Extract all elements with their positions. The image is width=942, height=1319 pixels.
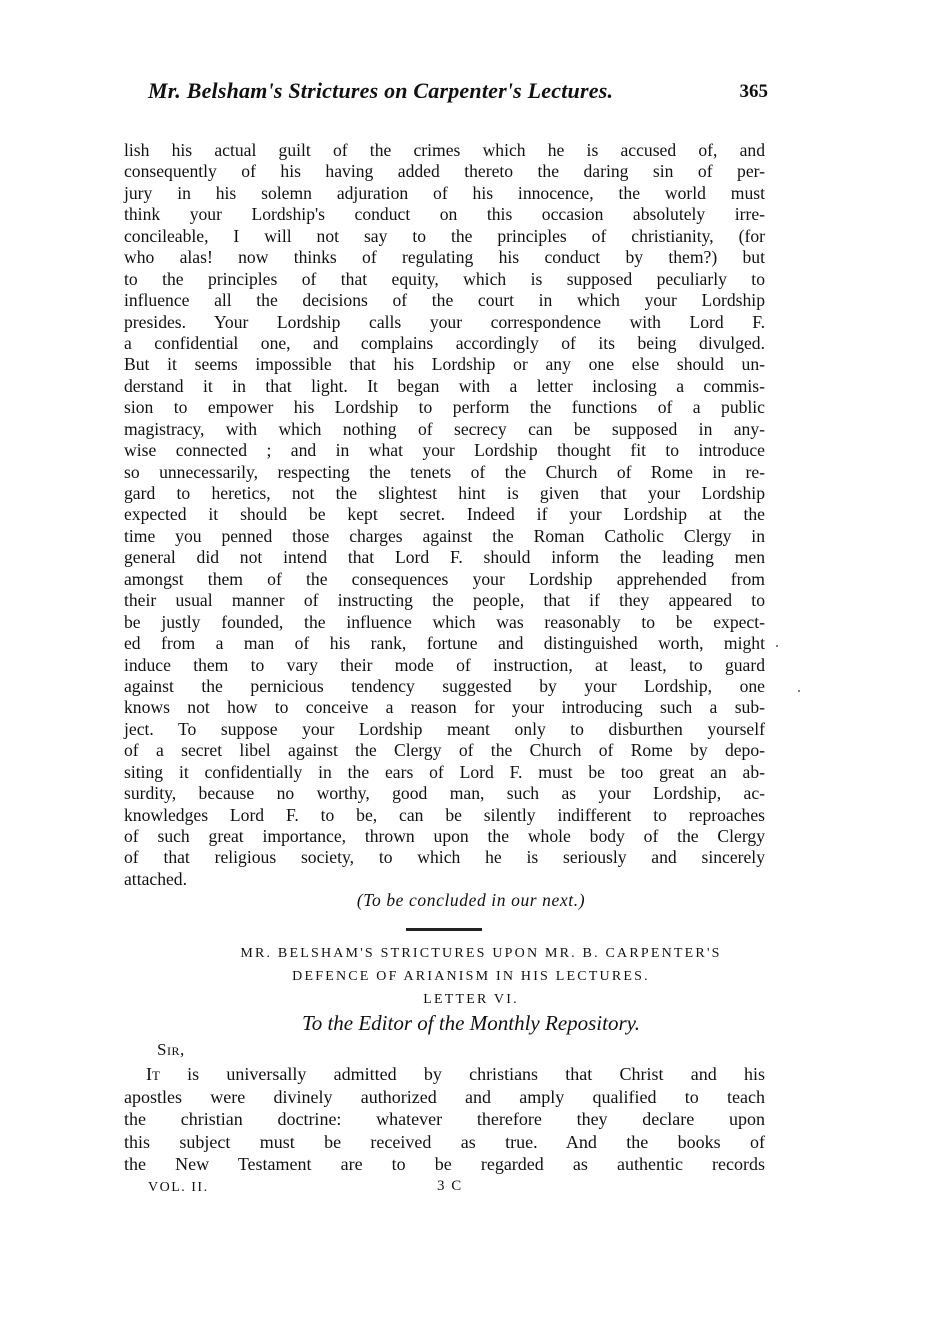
body-line: ject. To suppose your Lordship meant only to disburthen yourself xyxy=(124,718,765,739)
body-line: expected it should be kept secret. Indeed if your Lordship at the xyxy=(124,504,765,525)
letter-line: the New Testament are to be regarded as authentic records xyxy=(124,1154,765,1175)
signature-mark: 3 C xyxy=(437,1178,463,1194)
body-line: of a secret libel against the Clergy of the Church of Rome by depo- xyxy=(124,740,765,761)
body-line: attached. xyxy=(124,868,188,889)
body-line: magistracy, with which nothing of secrecy can be supposed in any- xyxy=(124,418,765,439)
letter-number: LETTER VI. xyxy=(423,992,519,1007)
body-line: so unnecessarily, respecting the tenets of the Church of Rome in re- xyxy=(124,461,765,482)
body-line: think your Lordship's conduct on this occasion absolutely irre- xyxy=(124,204,765,225)
body-line: a confidential one, and complains accordingly of its being divulged. xyxy=(124,332,765,353)
body-line: of that religious society, to which he is seriously and sincerely xyxy=(124,847,765,868)
body-line: knows not how to conceive a reason for your introducing such a sub- xyxy=(124,697,765,718)
body-line: lish his actual guilt of the crimes which he is accused of, and xyxy=(124,140,765,160)
body-line: induce them to vary their mode of instruction, at least, to guard xyxy=(124,654,765,675)
body-line: gard to heretics, not the slightest hint is given that your Lordship xyxy=(124,483,765,503)
page-footer xyxy=(0,1180,942,1204)
body-line: time you penned those charges against the Roman Catholic Clergy in xyxy=(124,525,765,546)
body-line: presides. Your Lordship calls your correspondence with Lord F. xyxy=(124,311,765,332)
dropcap: It xyxy=(146,1064,160,1084)
article-heading-line-1: MR. BELSHAM'S STRICTURES UPON MR. B. CARPENTER'S xyxy=(240,946,722,961)
body-line: jury in his solemn adjuration of his innocence, the world must xyxy=(124,182,765,203)
body-line: be justly founded, the influence which was reasonably to be expect- xyxy=(124,611,765,632)
body-line: amongst them of the consequences your Lordship apprehended from xyxy=(124,568,765,589)
body-line: knowledges Lord F. to be, can be silently indifferent to reproaches xyxy=(124,804,765,825)
body-line: influence all the decisions of the court in which your Lordship xyxy=(124,290,765,311)
body-line: wise connected ; and in what your Lordship thought fit to introduce xyxy=(124,440,765,461)
body-line: surdity, because no worthy, good man, such as your Lordship, ac- xyxy=(124,783,765,804)
body-line: their usual manner of instructing the people, that if they appeared to xyxy=(124,590,765,611)
body-line: siting it confidentially in the ears of Lord F. must be too great an ab- xyxy=(124,761,765,782)
body-line: general did not intend that Lord F. should inform the leading men xyxy=(124,547,765,568)
body-line: But it seems impossible that his Lordship or any one else should un- xyxy=(124,354,765,375)
body-line: to the principles of that equity, which is supposed peculiarly to xyxy=(124,268,765,289)
scan-speck xyxy=(776,645,778,647)
letter-line: this subject must be received as true. And the books of xyxy=(124,1131,765,1152)
body-line: sion to empower his Lordship to perform the functions of a public xyxy=(124,397,765,418)
running-head xyxy=(140,78,768,108)
letter-first-line xyxy=(124,1063,765,1086)
body-line: concileable, I will not say to the principles of christianity, (for xyxy=(124,225,765,246)
body-line: consequently of his having added thereto the daring sin of per- xyxy=(124,161,765,182)
body-line: against the pernicious tendency suggested by your Lordship, one xyxy=(124,675,765,696)
body-line: of such great importance, thrown upon the whole body of the Clergy xyxy=(124,826,765,846)
body-line: ed from a man of his rank, fortune and distinguished worth, might xyxy=(124,633,765,654)
continued-note-text: (To be concluded in our next.) xyxy=(356,890,586,910)
section-divider xyxy=(406,928,482,931)
letter-first-line-text: is universally admitted by christians that Christ and his xyxy=(159,1064,765,1084)
body-line: derstand it in that light. It began with a letter inclosing a commis- xyxy=(124,375,765,396)
letter-body xyxy=(124,1063,765,1176)
body-line: who alas! now thinks of regulating his conduct by them?) but xyxy=(124,247,765,268)
article-heading-line-2: DEFENCE OF ARIANISM IN HIS LECTURES. xyxy=(292,969,650,984)
addressee: To the Editor of the Monthly Repository. xyxy=(301,1011,641,1035)
article-body xyxy=(124,140,765,890)
letter-line: apostles were divinely authorized and amply qualified to teach xyxy=(124,1086,765,1107)
continued-note xyxy=(0,890,942,911)
page-number: 365 xyxy=(739,81,768,102)
scan-speck xyxy=(798,690,800,692)
letter-line: the christian doctrine: whatever therefore they declare upon xyxy=(124,1109,765,1130)
volume-label: VOL. II. xyxy=(148,1180,209,1195)
salutation: Sir, xyxy=(157,1040,185,1059)
running-title: Mr. Belsham's Strictures on Carpenter's Lectures. xyxy=(148,78,614,103)
